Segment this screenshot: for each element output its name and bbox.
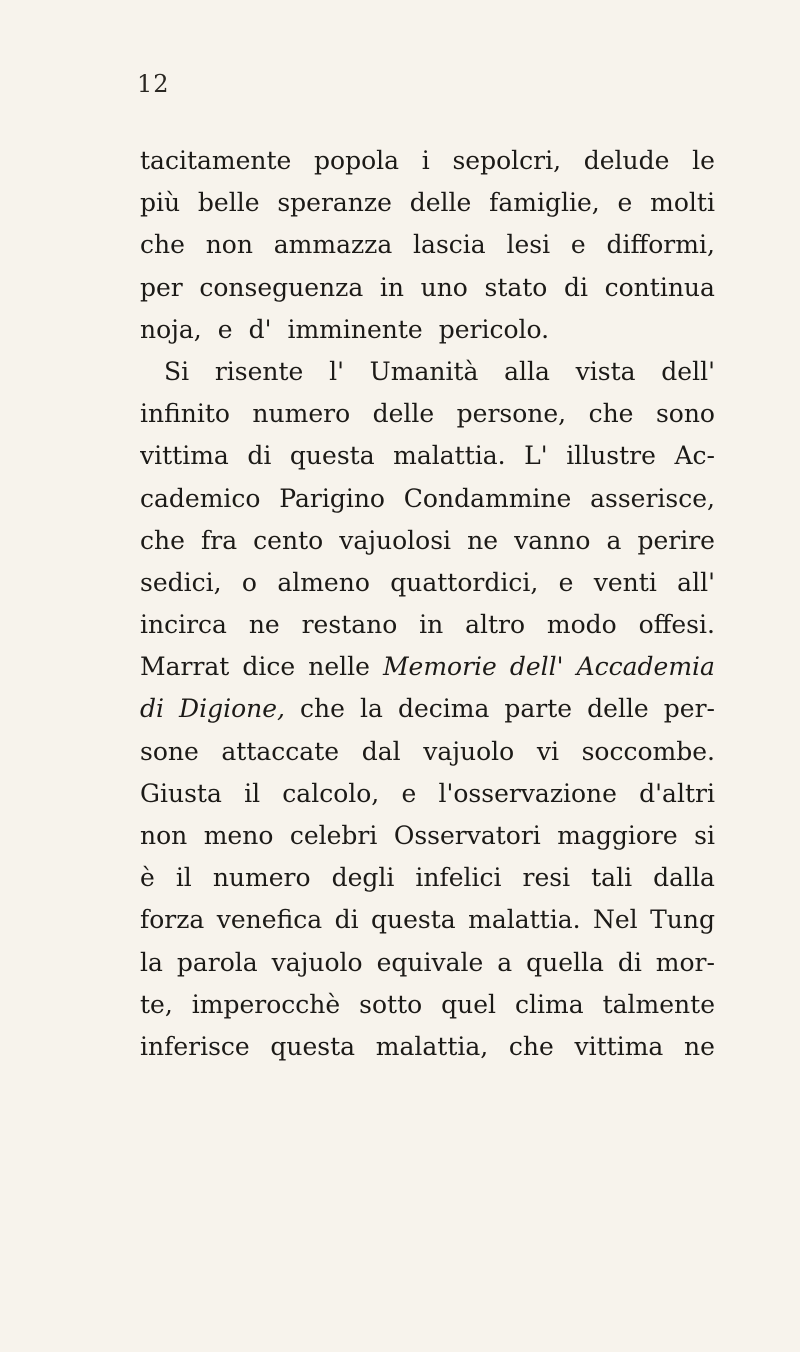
word: quella [526, 947, 604, 977]
word: clima [515, 989, 584, 1019]
word: parola [176, 947, 258, 977]
word: che [140, 525, 185, 555]
word: vi [536, 736, 559, 766]
word: di [247, 441, 272, 471]
word: incirca [140, 610, 227, 640]
word: continua [604, 272, 715, 302]
word: famiglie, [489, 188, 600, 218]
word: fra [200, 525, 238, 555]
word: imminente [287, 314, 423, 344]
text-line [140, 857, 715, 899]
word: le [692, 146, 715, 175]
word: per [140, 272, 183, 302]
word: i [421, 146, 430, 175]
word: d' [248, 314, 272, 344]
word: la [140, 947, 163, 977]
text-line [140, 942, 715, 984]
word: almeno [277, 567, 370, 597]
word: è [140, 863, 155, 893]
word: speranze [277, 188, 392, 218]
text-line [140, 984, 715, 1026]
word: delle [587, 694, 649, 724]
word: Marrat [140, 652, 230, 682]
word: vanno [514, 525, 591, 555]
word: e [558, 567, 574, 597]
word: soccombe. [581, 736, 715, 766]
word: sepolcri, [452, 146, 562, 175]
word: talmente [602, 989, 715, 1019]
word: dice [242, 652, 296, 682]
word: malattia. [468, 905, 581, 935]
word: cento [253, 525, 324, 555]
word: mor- [655, 947, 715, 977]
word: questa [289, 441, 375, 471]
word: celebri [289, 821, 378, 850]
word: vajuolo [271, 947, 363, 977]
word: tacitamente [140, 146, 292, 175]
italic-word: Accademia [576, 652, 715, 682]
word: tali [591, 863, 633, 893]
word: Osservatori [393, 821, 541, 850]
word: questa [270, 1031, 356, 1061]
word: l'osservazione [438, 778, 617, 808]
text-line [140, 646, 715, 688]
word: venefica [216, 905, 323, 935]
word: il [175, 863, 192, 893]
word: venti [593, 567, 657, 597]
word: risente [214, 356, 304, 386]
word: vajuolo [423, 736, 515, 766]
word: inferisce [140, 1031, 250, 1061]
text-line [140, 520, 715, 562]
word: offesi. [638, 610, 715, 640]
word: ne [248, 610, 280, 640]
word: questa [371, 905, 456, 935]
italic-word: Digione, [179, 694, 285, 724]
word: stato [484, 272, 548, 302]
italic-word: Memorie [382, 652, 497, 682]
word: non [205, 230, 253, 260]
word: pericolo. [438, 314, 550, 344]
italic-word: di [140, 694, 164, 724]
page-number: 12 [137, 70, 170, 98]
word: più [140, 188, 181, 218]
word: infelici [415, 863, 502, 893]
word: difformi, [606, 230, 715, 260]
word: Parigino [279, 483, 385, 513]
text-line [140, 604, 715, 646]
word: e [401, 778, 417, 808]
word: infinito [140, 399, 230, 429]
text-line [140, 435, 715, 477]
word: maggiore [557, 821, 678, 850]
word: Ac- [674, 441, 715, 471]
text-line [140, 267, 715, 309]
word: di [617, 947, 642, 977]
word: in [419, 610, 444, 640]
word: attaccate [221, 736, 340, 766]
word: sone [140, 736, 199, 766]
word: altro [465, 610, 526, 640]
word: perire [637, 525, 715, 555]
word: o [241, 567, 257, 597]
word: equivale [376, 947, 484, 977]
word: meno [203, 821, 274, 850]
text-line [140, 731, 715, 773]
word: numero [252, 399, 351, 429]
word: ammazza [273, 230, 393, 260]
word: di [564, 272, 588, 302]
word: L' [524, 441, 548, 471]
word: Umanità [369, 356, 479, 386]
word: l' [329, 356, 344, 386]
word: dal [361, 736, 401, 766]
word: vista [575, 356, 636, 386]
word: Condammine [403, 483, 572, 513]
word: resi [522, 863, 571, 893]
word: vittima [140, 441, 229, 471]
word: Giusta [140, 778, 222, 808]
word: delle [372, 399, 435, 429]
text-line [140, 899, 715, 941]
word: belle [197, 188, 260, 218]
text-line [140, 140, 715, 182]
word: la [359, 694, 383, 724]
text-line [140, 224, 715, 266]
word: vajuolosi [339, 525, 452, 555]
word: sotto [359, 989, 423, 1019]
word: parte [504, 694, 573, 724]
word: quattordici, [390, 567, 539, 597]
word: in [379, 272, 404, 302]
word: all' [677, 567, 715, 597]
word: a [606, 525, 622, 555]
text-line [140, 773, 715, 815]
italic-word: dell' [509, 652, 564, 682]
text-line [140, 815, 715, 857]
word: malattia, [375, 1031, 489, 1061]
word: che [300, 694, 345, 724]
word: e [617, 188, 633, 218]
word: sedici, [140, 567, 222, 597]
word: delude [583, 146, 670, 175]
word: dell' [661, 356, 715, 386]
word: popola [314, 146, 400, 175]
word: degli [331, 863, 395, 893]
text-line [140, 182, 715, 224]
word: d'altri [639, 778, 715, 808]
text-line [140, 1026, 715, 1068]
word: malattia. [393, 441, 506, 471]
word: e [217, 314, 233, 344]
word: calcolo, [282, 778, 380, 808]
word: uno [420, 272, 468, 302]
word: il [244, 778, 261, 808]
body-text [140, 140, 715, 1068]
word: che [140, 230, 185, 260]
word: illustre [566, 441, 656, 471]
word: imperocchè [191, 989, 341, 1019]
word: vittima [574, 1031, 664, 1061]
word: te, [140, 989, 173, 1019]
text-line [140, 309, 715, 351]
word: dalla [653, 863, 715, 893]
word: ne [467, 525, 499, 555]
word: alla [504, 356, 550, 386]
word: restano [301, 610, 398, 640]
word: a [497, 947, 513, 977]
word: asserisce, [590, 483, 715, 513]
word: non [140, 821, 188, 850]
word: Si [164, 356, 190, 386]
word: lesi [506, 230, 551, 260]
word: che [588, 399, 634, 429]
word: quel [441, 989, 497, 1019]
word: conseguenza [199, 272, 364, 302]
word: sono [655, 399, 715, 429]
word: delle [409, 188, 472, 218]
word: e [570, 230, 586, 260]
word: ne [684, 1031, 715, 1061]
word: modo [546, 610, 617, 640]
text-line [140, 478, 715, 520]
word: numero [212, 863, 311, 893]
text-line [140, 562, 715, 604]
word: per- [663, 694, 715, 724]
word: decima [397, 694, 490, 724]
word: cademico [140, 483, 261, 513]
word: forza [140, 905, 205, 935]
word: persone, [456, 399, 567, 429]
word: si [694, 821, 715, 850]
word: molti [650, 188, 715, 218]
text-line [140, 688, 715, 730]
word: Nel [593, 905, 638, 935]
word: Tung [650, 905, 715, 935]
text-line [140, 393, 715, 435]
word: lascia [413, 230, 486, 260]
word: che [508, 1031, 554, 1061]
word: nelle [308, 652, 370, 682]
word: noja, [140, 314, 202, 344]
word: di [334, 905, 359, 935]
text-line [140, 351, 715, 393]
